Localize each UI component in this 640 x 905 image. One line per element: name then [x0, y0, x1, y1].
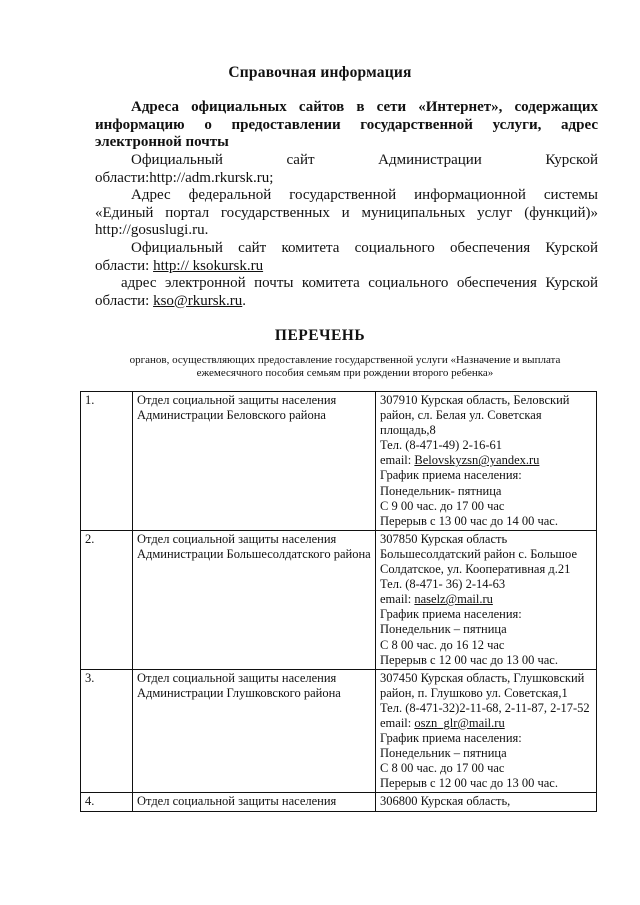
row-number: 1. — [81, 392, 133, 531]
phone: Тел. (8-471-32)2-11-68, 2-11-87, 2-17-52 — [380, 700, 590, 715]
email-link[interactable]: Belovskyzsn@yandex.ru — [414, 453, 540, 468]
schedule-hours: С 8 00 час. до 17 00 час — [380, 761, 505, 776]
schedule-break: Перерыв с 12 00 час до 13 00 час. — [380, 776, 558, 791]
email-link[interactable]: naselz@mail.ru — [414, 592, 493, 607]
table-row — [81, 392, 597, 531]
list-title: ПЕРЕЧЕНЬ — [274, 327, 366, 344]
organization-name: Отдел социальной защиты населения — [133, 793, 376, 811]
address: 307450 Курская область, Глушковский район, п. Глушково ул. Советская,1 — [380, 670, 585, 700]
organizations-table — [80, 391, 597, 812]
schedule-break: Перерыв с 13 00 час до 14 00 час. — [380, 513, 558, 528]
row-number: 4. — [81, 793, 133, 811]
address: 307910 Курская область, Беловский район, сл. Белая ул. Советская площадь,8 — [380, 393, 570, 438]
admin-site-paragraph: Официальный сайт Администрации Курской области:http://adm.rkursk.ru; — [95, 152, 598, 186]
schedule-days: Понедельник – пятница — [380, 622, 507, 637]
schedule-hours: С 9 00 час. до 17 00 час — [380, 498, 505, 513]
schedule-hours: С 8 00 час. до 16 12 час — [380, 637, 505, 652]
organization-name: Отдел социальной защиты населения Администрации Большесолдатского района — [133, 530, 376, 669]
schedule-break: Перерыв с 12 00 час до 13 00 час. — [380, 652, 558, 667]
email-line: email: Belovskyzsn@yandex.ru — [380, 453, 540, 468]
table-row — [81, 793, 597, 811]
address: 306800 Курская область, — [380, 794, 511, 809]
committee-email-paragraph: адрес электронной почты комитета социального обеспечения Курской области: kso@rkursk.ru. — [95, 275, 598, 309]
organization-name: Отдел социальной защиты населения Администрации Глушковского района — [133, 669, 376, 793]
schedule-title: График приема населения: — [380, 468, 522, 483]
committee-site-link[interactable]: http:// ksokursk.ru — [153, 257, 264, 274]
contact-details — [376, 392, 597, 531]
schedule-days: Понедельник- пятница — [380, 483, 502, 498]
list-subtitle: органов, осуществляющих предоставление государственной услуги «Назначение и выплата ежемесячного пособия семьям при рождении второго ребенка» — [129, 354, 561, 379]
page-title: Справочная информация — [228, 64, 412, 81]
email-line: email: oszn_glr@mail.ru — [380, 715, 505, 730]
committee-site-paragraph: Официальный сайт комитета социального обеспечения Курской области: http:// ksokursk.ru — [95, 240, 598, 274]
contact-details — [376, 793, 597, 811]
email-line: email: naselz@mail.ru — [380, 592, 493, 607]
table-row — [81, 530, 597, 669]
address: 307850 Курская область Большесолдатский район с. Большое Солдатское, ул. Кооперативная д.21 — [380, 531, 578, 577]
schedule-days: Понедельник – пятница — [380, 746, 507, 761]
gosuslugi-paragraph: Адрес федеральной государственной информационной системы «Единый портал государственных и муниципальных услуг (функций)» http://gosuslugi.ru. — [95, 187, 598, 238]
contact-details — [376, 669, 597, 793]
phone: Тел. (8-471- 36) 2-14-63 — [380, 577, 506, 592]
contact-details — [376, 530, 597, 669]
row-number: 2. — [81, 530, 133, 669]
row-number: 3. — [81, 669, 133, 793]
schedule-title: График приема населения: — [380, 607, 522, 622]
phone: Тел. (8-471-49) 2-16-61 — [380, 438, 503, 453]
table-row — [81, 669, 597, 793]
info-heading: Адреса официальных сайтов в сети «Интернет», содержащих информацию о предоставлении государственной услуги, адрес электронной почты — [95, 99, 598, 150]
schedule-title: График приема населения: — [380, 731, 522, 746]
committee-email-link[interactable]: kso@rkursk.ru — [153, 292, 243, 309]
organization-name: Отдел социальной защиты населения Администрации Беловского района — [133, 392, 376, 531]
email-link[interactable]: oszn_glr@mail.ru — [414, 715, 505, 730]
